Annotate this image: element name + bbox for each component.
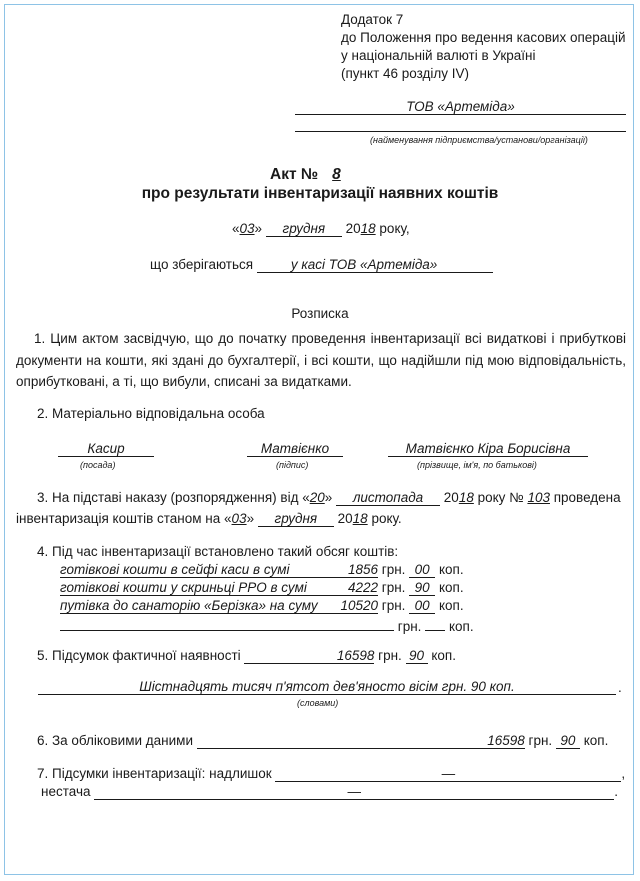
p4-row-item: готівкові кошти в сейфі каси в сумі 1856 [60,562,378,577]
p2-label: 2. Матеріально відповідальна особа [37,406,265,421]
p2-signature: Матвієнко [247,442,343,457]
p4-row-1: готівкові кошти в сейфі каси в сумі 1856 грн. 00 коп. [60,562,464,577]
p7-label: 7. Підсумки інвентаризації: надлишок [37,766,272,781]
appendix-line-1: Додаток 7 [341,12,404,27]
p6-uah: 16598 [197,734,525,749]
p3-order-year: 18 [458,490,474,505]
paragraph-1: 1. Цим актом засвідчую, що до початку проведення інвентаризації всі видаткові і прибуткові документи на кошти, які здані до бухгалтерії, і всі кошти, що надійшли під мою відповідальність, оприбутковані, а ті, що вибули, списані за видатками. [16,331,626,389]
p5-period: . [618,680,622,695]
p4-row-kop: 90 [409,581,435,596]
p5-kop: 90 [406,649,428,664]
p5-row: 5. Підсумок фактичної наявності 16598 грн. 90 коп. [37,648,456,663]
p7-shortage-label: нестача [41,784,91,799]
p7-shortage: — [94,785,614,800]
p3-order-month: листопада [336,491,440,506]
p4-row-item: готівкові кошти у скриньці РРО в сумі 4222 [60,580,378,595]
p6-kop: 90 [556,734,580,749]
p5-words-caption: (словами) [297,698,339,708]
p4-row-2: готівкові кошти у скриньці РРО в сумі 4222 грн. 90 коп. [60,580,464,595]
p3-line-2: інвентаризація коштів станом на «03» грудня 2018 року. [16,511,402,526]
p7-row-2: нестача — . [41,784,619,799]
act-prefix: Акт № [270,166,319,183]
p3-line-1: 3. На підставі наказу (розпорядження) від «20» листопада 2018 року № 103 проведена [37,490,621,505]
organization-line-2 [295,131,626,132]
p2-position-caption: (посада) [80,460,116,470]
act-date: «03» грудня 2018 року, [232,221,410,236]
storage-label: що зберігаються [150,257,254,272]
p3-order-number: 103 [527,490,550,505]
appendix-line-3: у національній валюті в Україні [341,48,536,63]
p7-row-1: 7. Підсумки інвентаризації: надлишок — , [37,766,626,781]
p4-row-kop: 00 [409,599,435,614]
p3-inv-month: грудня [258,512,334,527]
p3-inv-day: 03 [231,511,247,526]
p4-row-kop: 00 [409,563,435,578]
storage-row [150,257,493,273]
date-day: 03 [239,221,255,236]
storage-value: у касі ТОВ «Артеміда» [257,258,493,273]
date-month: грудня [266,222,342,237]
p2-position: Касир [58,442,154,457]
organization-caption: (найменування підприємства/установи/організації) [370,135,588,145]
p2-fullname: Матвієнко Кіра Борисівна [388,442,588,457]
p6-label: 6. За обліковими даними [37,733,193,748]
receipt-title: Розписка [291,306,349,321]
p6-row: 6. За обліковими даними 16598 грн. 90 коп. [37,733,609,748]
p4-row-uah: 1856 [347,562,378,577]
p2-fullname-caption: (прізвище, ім'я, по батькові) [417,460,537,470]
p7-surplus: — [275,767,621,782]
p5-uah: 16598 [244,649,374,664]
organization-line-1 [295,114,626,115]
p4-row-kop [425,616,445,631]
p4-row-item: путівка до санаторію «Берізка» на суму 10520 [60,598,378,613]
appendix-line-2: до Положення про ведення касових операцій [341,30,626,45]
p5-in-words: Шістнадцять тисяч п'ятсот дев'яносто вісім грн. 90 коп. [38,680,616,695]
p4-row-uah: 10520 [340,598,378,613]
p3-order-day: 20 [309,490,325,505]
p4-row-4: грн. коп. [60,616,474,634]
p4-row-3: путівка до санаторію «Берізка» на суму 10520 грн. 00 коп. [60,598,464,613]
act-number: 8 [332,166,341,183]
organization-name: ТОВ «Артеміда» [406,99,515,114]
p4-row-uah: 4222 [347,580,378,595]
p5-label: 5. Підсумок фактичної наявності [37,648,241,663]
date-year: 18 [360,221,376,236]
p2-signature-caption: (підпис) [276,460,309,470]
p3-inv-year: 18 [352,511,368,526]
act-title [270,166,350,184]
p4-label: 4. Під час інвентаризації встановлено такий обсяг коштів: [37,544,399,559]
p4-row-item [60,616,394,631]
act-subtitle: про результати інвентаризації наявних коштів [141,185,499,202]
appendix-line-4: (пункт 46 розділу IV) [341,66,470,81]
